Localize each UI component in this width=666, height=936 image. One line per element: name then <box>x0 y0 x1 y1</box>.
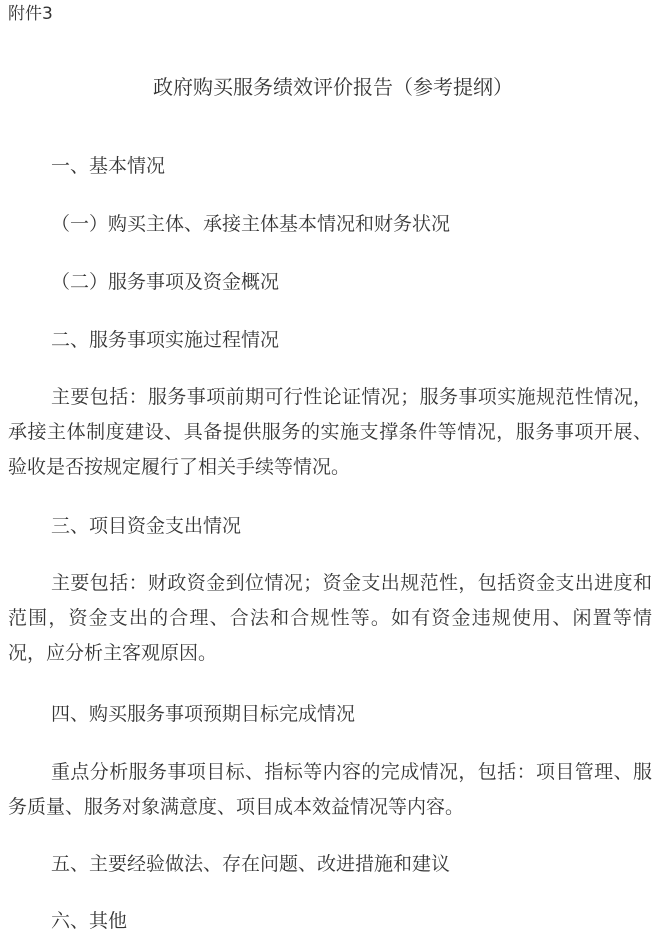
attachment-label: 附件3 <box>8 4 53 24</box>
section-heading-4: 四、购买服务事项预期目标完成情况 <box>51 703 356 725</box>
document-title: 政府购买服务绩效评价报告（参考提纲） <box>153 75 513 99</box>
section-heading-5: 五、主要经验做法、存在问题、改进措施和建议 <box>51 853 451 875</box>
section-2-body: 主要包括：服务事项前期可行性论证情况；服务事项实施规范性情况，承接主体制度建设、具备提供服务的实施支撑条件等情况，服务事项开展、验收是否按规定履行了相关手续等情况。 <box>8 386 652 478</box>
section-3-body: 主要包括：财政资金到位情况；资金支出规范性，包括资金支出进度和范围，资金支出的合理、合法和合规性等。如有资金违规使用、闲置等情况，应分析主客观原因。 <box>8 572 652 664</box>
section-heading-6: 六、其他 <box>51 910 128 932</box>
subsection-heading-1-2: （二）服务事项及资金概况 <box>51 271 280 293</box>
section-4-body: 重点分析服务事项目标、指标等内容的完成情况，包括：项目管理、服务质量、服务对象满意度、项目成本效益情况等内容。 <box>8 761 652 818</box>
subsection-heading-1-1: （一）购买主体、承接主体基本情况和财务状况 <box>51 213 451 235</box>
section-heading-1: 一、基本情况 <box>51 155 166 177</box>
section-heading-2: 二、服务事项实施过程情况 <box>51 329 280 351</box>
section-heading-3: 三、项目资金支出情况 <box>51 515 242 537</box>
